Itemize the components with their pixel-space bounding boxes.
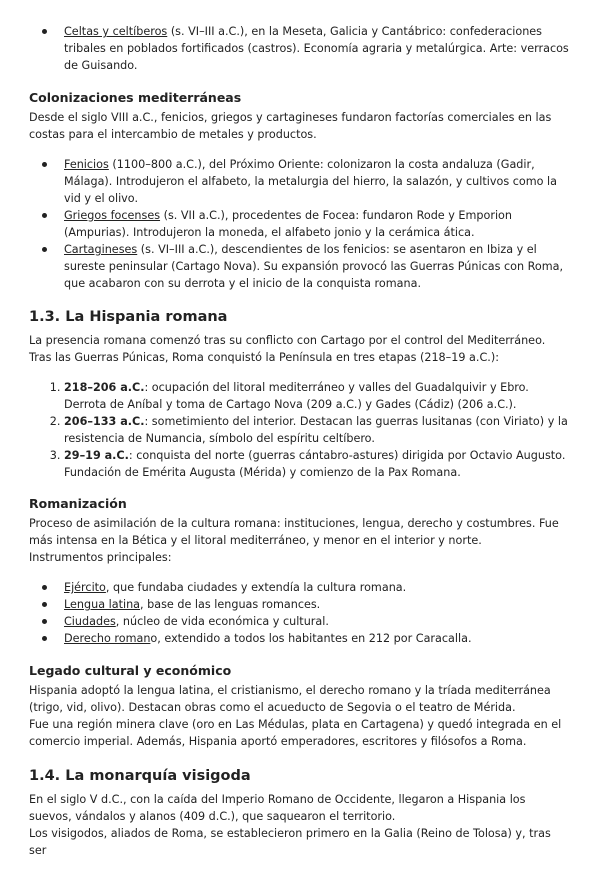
item-text: , base de las lenguas romances.: [140, 598, 321, 611]
term-link[interactable]: Ejército: [64, 581, 106, 594]
section-heading: Romanización: [29, 496, 127, 511]
item-text: (s. VI–III a.C.), en la Meseta, Galicia y Cantábrico: confederaciones tribales en poblados fortificados (castros). Economía agraria y metalúrgica. Arte: verracos de Guisando.: [64, 25, 569, 72]
paragraph: La presencia romana comenzó tras su conflicto con Cartago por el control del Mediterráneo. Tras las Guerras Púnicas, Roma conquistó la Península en tres etapas (218–19 a.C.):: [29, 334, 546, 364]
item-text: o, extendido a todos los habitantes en 212 por Caracalla.: [150, 632, 472, 645]
date-range: 206–133 a.C.: [64, 415, 145, 428]
list-item: [64, 241, 570, 292]
section-heading: Legado cultural y económico: [29, 663, 232, 678]
list-item: [64, 579, 570, 596]
term-link[interactable]: Griegos focenses: [64, 209, 161, 222]
stages-list: [29, 379, 570, 481]
item-text: (s. VII a.C.), procedentes de Focea: fundaron Rode y Emporion (Ampurias). Introdujeron la moneda, el alfabeto jonio y la cerámica ática.: [64, 209, 512, 239]
bullet-icon: [42, 29, 47, 34]
list-item: [64, 379, 570, 413]
bullet-icon: [42, 585, 47, 590]
bullet-icon: [42, 162, 47, 167]
item-text: (s. VI–III a.C.), descendientes de los fenicios: se asentaron en Ibiza y el sureste peninsular (Cartago Nova). Su expansión provocó las Guerras Púnicas con Roma, que acabaron con su derrota y el inicio de la conquista romana.: [64, 243, 564, 290]
document-page: [0, 23, 600, 871]
item-text: (1100–800 a.C.), del Próximo Oriente: colonizaron la costa andaluza (Gadir, Málaga). Introdujeron el alfabeto, la metalurgia del hierro, la salazón, y cultivos como la vid y el olivo.: [64, 158, 557, 205]
list-item: [64, 207, 570, 241]
list-item: [64, 447, 570, 481]
paragraph: En el siglo V d.C., con la caída del Imperio Romano de Occidente, llegaron a Hispania los suevos, vándalos y alanos (409 d.C.), que saquearon el territorio.: [29, 793, 526, 823]
date-range: 218–206 a.C.: [64, 381, 145, 394]
paragraph: Hispania adoptó la lengua latina, el cristianismo, el derecho romano y la tríada mediterránea (trigo, vid, olivo). Destacan obras como el acueducto de Segovia o el teatro de Mérida.: [29, 684, 551, 714]
date-range: 29–19 a.C.: [64, 449, 129, 462]
paragraph: Desde el siglo VIII a.C., fenicios, griegos y cartagineses fundaron factorías comerciales en las costas para el intercambio de metales y productos.: [29, 111, 552, 141]
term-link[interactable]: Cartagineses: [64, 243, 138, 256]
list-item: [64, 413, 570, 447]
list-item: [64, 630, 570, 647]
bullet-icon: [42, 247, 47, 252]
bullet-icon: [42, 636, 47, 641]
paragraph: Proceso de asimilación de la cultura romana: instituciones, lengua, derecho y costumbres. Fue más intensa en la Bética y el litoral mediterráneo, y menor en el interior y norte.: [29, 517, 559, 547]
section-heading: 1.3. La Hispania romana: [29, 309, 228, 325]
bullet-icon: [42, 619, 47, 624]
romanizacion-list: [29, 579, 570, 647]
item-text: : ocupación del litoral mediterráneo y valles del Guadalquivir y Ebro. Derrota de Aníbal y toma de Cartago Nova (209 a.C.) y Gades (Cádiz) (206 a.C.).: [64, 381, 529, 411]
list-item: [64, 23, 570, 74]
item-text: , que fundaba ciudades y extendía la cultura romana.: [105, 581, 407, 594]
section-heading: Colonizaciones mediterráneas: [29, 90, 242, 105]
bullet-icon: [42, 602, 47, 607]
section-heading: 1.4. La monarquía visigoda: [29, 768, 251, 784]
item-text: , núcleo de vida económica y cultural.: [115, 615, 329, 628]
item-text: : sometimiento del interior. Destacan las guerras lusitanas (con Viriato) y la resistencia de Numancia, símbolo del espíritu celtíbero.: [64, 415, 568, 445]
term-link[interactable]: Ciudades: [64, 615, 116, 628]
celtas-list: [29, 23, 570, 74]
term-link[interactable]: Derecho roman: [64, 632, 151, 645]
paragraph: Instrumentos principales:: [29, 551, 172, 564]
list-item: [64, 596, 570, 613]
paragraph: Los visigodos, aliados de Roma, se establecieron primero en la Galia (Reino de Tolosa) y, tras ser: [29, 827, 551, 857]
colonizaciones-list: [29, 156, 570, 292]
item-text: : conquista del norte (guerras cántabro-astures) dirigida por Octavio Augusto. Fundación de Emérita Augusta (Mérida) y comienzo de la Pax Romana.: [64, 449, 566, 479]
bullet-icon: [42, 213, 47, 218]
paragraph: Fue una región minera clave (oro en Las Médulas, plata en Cartagena) y quedó integrada en el comercio imperial. Además, Hispania aportó emperadores, escritores y filósofos a Roma.: [29, 718, 562, 748]
list-item: [64, 613, 570, 630]
term-link[interactable]: Fenicios: [64, 158, 109, 171]
term-link[interactable]: Celtas y celtíberos: [64, 25, 168, 38]
list-item: [64, 156, 570, 207]
term-link[interactable]: Lengua latina: [64, 598, 141, 611]
